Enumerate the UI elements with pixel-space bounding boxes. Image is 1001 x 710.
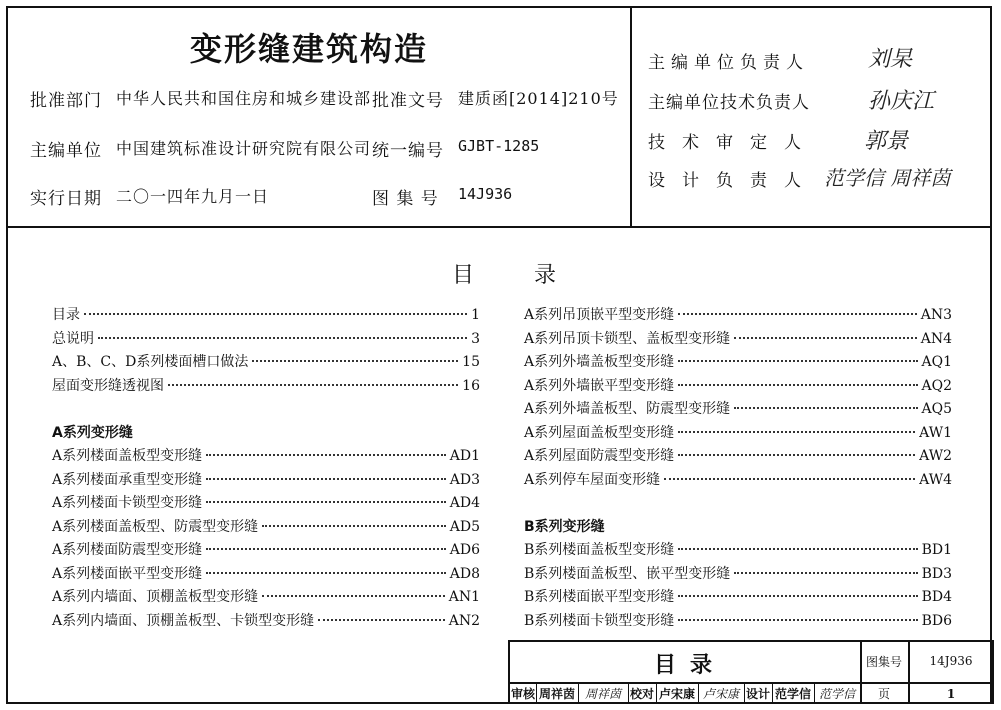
toc-entry-title: 屋面变形缝透视图: [52, 377, 164, 394]
toc-entry: [524, 469, 952, 493]
toc-entry: [52, 492, 480, 516]
toc-leader-dots: [252, 360, 458, 362]
toc-entry-title: B系列楼面盖板型变形缝: [524, 542, 675, 558]
toc-entry-title: B系列楼面盖板型、嵌平型变形缝: [524, 565, 731, 582]
toc-entry-page: 1: [471, 307, 480, 323]
toc-entry: [524, 328, 952, 352]
review-signature: 周祥茵: [584, 687, 621, 701]
document-title: 变形缝建筑构造: [190, 30, 429, 68]
toc-leader-dots: [664, 478, 915, 480]
toc-leader-dots: [206, 572, 446, 574]
toc-leader-dots: [678, 548, 917, 550]
toc-entry: [524, 398, 952, 422]
toc-entry: [52, 328, 480, 352]
toc-leader-dots: [206, 478, 446, 480]
header-vertical-divider: [630, 6, 632, 226]
toc-entry: [52, 375, 480, 399]
toc-leader-dots: [678, 431, 915, 433]
check-label: 校对: [629, 687, 654, 701]
approval-no-label: 批准文号: [372, 91, 444, 111]
toc-leader-dots: [206, 548, 446, 550]
atlas-no-label: 图 集 号: [372, 189, 439, 209]
toc-entry-title: A系列楼面盖板型、防震型变形缝: [52, 518, 259, 535]
review-name: 周祥茵: [538, 687, 575, 701]
toc-entry-title: A系列内墙面、顶棚盖板型、卡锁型变形缝: [52, 612, 315, 629]
toc-entry-page: AW2: [919, 448, 952, 464]
design-label: 设计: [745, 687, 770, 701]
chief-editor-role: 主编单位负责人: [648, 53, 809, 73]
toc-heading-char-1: 目: [452, 263, 475, 288]
toc-entry-title: 总说明: [52, 330, 94, 347]
toc-entry-title: 目录: [52, 307, 80, 323]
atlas-label-cell: 图集号: [865, 654, 902, 669]
toc-leader-dots: [206, 454, 446, 456]
toc-entry-title: A系列外墙盖板型变形缝: [524, 354, 675, 370]
toc-entry-title: A系列吊顶嵌平型变形缝: [524, 307, 675, 323]
effective-date-value: 二〇一四年九月一日: [116, 187, 270, 206]
approval-no-value: 建质函[2014]210号: [458, 89, 619, 108]
page-label: 页: [877, 687, 890, 701]
toc-entry: [524, 539, 952, 563]
toc-leader-dots: [84, 313, 467, 315]
chief-editor-signature: 刘杲: [868, 47, 913, 72]
title-block-title: [654, 648, 726, 679]
tb-sep: [578, 683, 579, 704]
check-name: 卢宋康: [658, 687, 695, 701]
toc-leader-dots: [678, 384, 917, 386]
toc-entry-page: 15: [462, 354, 480, 370]
editor-unit-label: 主编单位: [30, 141, 102, 161]
toc-entry: [524, 586, 952, 610]
toc-entry-page: BD6: [921, 612, 952, 629]
toc-leader-dots: [98, 337, 467, 339]
toc-entry: [52, 516, 480, 540]
toc-entry-page: AD6: [449, 542, 480, 558]
design-name: 范学信: [774, 687, 811, 701]
toc-spacer: [52, 398, 480, 422]
toc-entry: [52, 586, 480, 610]
toc-leader-dots: [262, 525, 446, 527]
toc-left-column: [52, 304, 480, 633]
tech-review-signature: 郭景: [864, 129, 909, 154]
toc-entry-title: A系列外墙嵌平型变形缝: [524, 377, 675, 394]
toc-entry-title: A系列楼面卡锁型变形缝: [52, 495, 203, 511]
toc-entry: [52, 304, 480, 328]
toc-entry: [52, 445, 480, 469]
toc-entry: [52, 563, 480, 587]
toc-entry: [524, 563, 952, 587]
effective-date-label: 实行日期: [30, 189, 102, 209]
toc-entry-page: AQ5: [921, 401, 952, 417]
toc-leader-dots: [262, 595, 445, 597]
toc-heading: [452, 258, 616, 289]
tech-review-role: 技术审定人: [648, 133, 818, 153]
toc-entry-title: A系列楼面嵌平型变形缝: [52, 565, 203, 582]
toc-entry-title: A系列外墙盖板型、防震型变形缝: [524, 401, 731, 417]
toc-entry-title: A系列楼面盖板型变形缝: [52, 448, 203, 464]
toc-entry-title: B系列楼面嵌平型变形缝: [524, 589, 675, 605]
toc-entry-page: 16: [462, 377, 480, 394]
tb-sep: [744, 683, 745, 704]
unified-no-value: GJBT-1285: [458, 137, 540, 155]
toc-heading-char-2: 录: [534, 263, 557, 288]
toc-right-column: [524, 304, 952, 633]
toc-entry: [524, 351, 952, 375]
toc-entry-page: AD4: [449, 495, 480, 511]
toc-leader-dots: [318, 619, 445, 621]
review-label: 审核: [510, 687, 535, 701]
atlas-no-value: 14J936: [458, 185, 513, 203]
toc-entry: [52, 539, 480, 563]
editor-unit-value: 中国建筑标准设计研究院有限公司: [116, 139, 372, 158]
toc-leader-dots: [168, 384, 458, 386]
toc-entry-page: AN2: [448, 612, 480, 629]
toc-section-heading: A系列变形缝: [52, 424, 133, 441]
toc-entry-page: AD5: [449, 518, 480, 535]
design-lead-role: 设计负责人: [648, 171, 818, 191]
toc-entry-page: AN4: [920, 330, 952, 347]
toc-spacer: [524, 492, 952, 516]
toc-entry: [52, 469, 480, 493]
title-block-title-char-1: 目: [654, 653, 691, 678]
toc-entry: [524, 445, 952, 469]
toc-entry: [52, 351, 480, 375]
design-lead-signature: 范学信 周祥茵: [824, 166, 951, 190]
tb-sep: [814, 683, 815, 704]
toc-entry-title: A系列楼面承重型变形缝: [52, 471, 203, 488]
design-signature: 范学信: [818, 687, 855, 701]
header-divider: [6, 226, 992, 228]
toc-entry-page: BD3: [921, 565, 952, 582]
toc-entry-title: A系列内墙面、顶棚盖板型变形缝: [52, 589, 259, 605]
atlas-value-cell: 14J936: [929, 654, 973, 668]
toc-entry: [52, 610, 480, 634]
toc-entry-page: AW1: [919, 424, 952, 441]
toc-leader-dots: [678, 313, 917, 315]
toc-leader-dots: [678, 360, 917, 362]
toc-entry-page: AQ2: [921, 377, 952, 394]
toc-entry-page: AW4: [919, 471, 952, 488]
tb-sep: [698, 683, 699, 704]
title-block: [508, 640, 994, 704]
toc-entry: [524, 304, 952, 328]
approval-dept-value: 中华人民共和国住房和城乡建设部: [116, 89, 372, 108]
toc-entry-page: 3: [471, 330, 480, 347]
toc-entry-title: B系列楼面卡锁型变形缝: [524, 612, 675, 629]
toc-leader-dots: [734, 407, 917, 409]
toc-entry-title: A系列停车屋面变形缝: [524, 471, 661, 488]
toc-entry-page: AD3: [449, 471, 480, 488]
toc-entry-title: A系列楼面防震型变形缝: [52, 542, 203, 558]
toc-entry-title: A系列屋面盖板型变形缝: [524, 424, 675, 441]
toc-entry-page: AN3: [920, 307, 952, 323]
toc-leader-dots: [678, 454, 915, 456]
unified-no-label: 统一编号: [372, 141, 444, 161]
approval-dept-label: 批准部门: [30, 91, 102, 111]
toc-entry-title: A系列屋面防震型变形缝: [524, 448, 675, 464]
toc-section-heading: B系列变形缝: [524, 518, 605, 535]
toc-leader-dots: [678, 595, 917, 597]
toc-leader-dots: [206, 501, 446, 503]
tech-lead-role: 主编单位技术负责人: [648, 93, 810, 113]
toc-entry-page: AN1: [448, 589, 480, 605]
toc-entry-page: AQ1: [921, 354, 952, 370]
toc-entry-title: A、B、C、D系列楼面槽口做法: [52, 354, 249, 370]
toc-entry: [524, 422, 952, 446]
toc-entry-title: A系列吊顶卡锁型、盖板型变形缝: [524, 330, 731, 347]
toc-entry-page: BD1: [921, 542, 952, 558]
tb-sep: [628, 683, 629, 704]
toc-entry: [524, 610, 952, 634]
toc-leader-dots: [734, 572, 917, 574]
toc-entry-page: AD1: [449, 448, 480, 464]
tb-sep: [536, 683, 537, 704]
page-value: 1: [946, 686, 956, 701]
tb-sep: [772, 683, 773, 704]
title-block-title-char-2: 录: [690, 653, 727, 678]
toc-entry: [524, 375, 952, 399]
toc-entry-page: BD4: [921, 589, 952, 605]
tb-sep: [656, 683, 657, 704]
check-signature: 卢宋康: [702, 687, 739, 701]
toc-entry-page: AD8: [449, 565, 480, 582]
tech-lead-signature: 孙庆江: [868, 89, 935, 114]
toc-leader-dots: [678, 619, 917, 621]
toc-leader-dots: [734, 337, 917, 339]
